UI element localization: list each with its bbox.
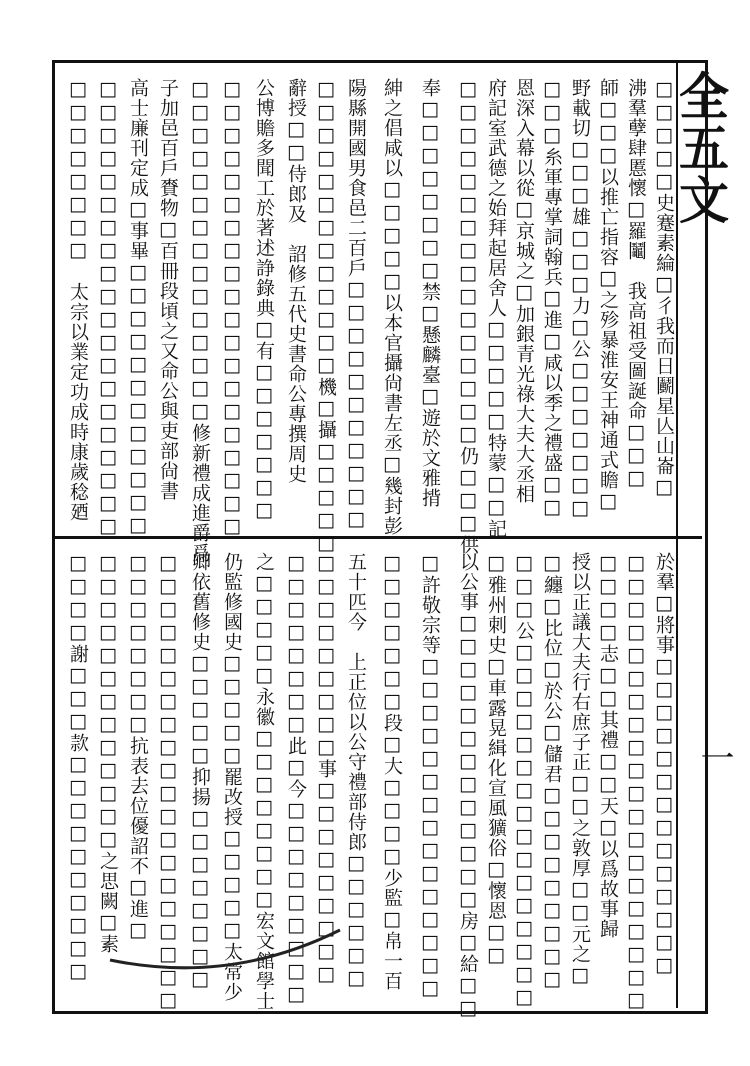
upper-column-5: □□□糸軍專掌詞翰兵□進□咸以季之禮盛□□ <box>541 78 563 519</box>
upper-column-11: 陽縣開國男食邑二百戶□□□□□□□□□□□ <box>345 78 367 531</box>
upper-column-3: 師□□□以推亡指容□之殄暴淮安王神通式瞻□ <box>597 78 619 513</box>
upper-column-17: 子加邑百戶賚物□百冊段頃之又命公與吏部尙書 <box>157 78 179 501</box>
lower-column-5: □纏□比位□於公□儲君□□□□□□□□□ <box>541 552 563 991</box>
lower-column-11: 五十匹今 上正位以公守禮部侍郎□□□□□□ <box>345 552 367 990</box>
upper-column-6: 恩深入幕以從□京城之□加銀青光祿大夫大丞相 <box>513 78 535 504</box>
lower-column-6: □□□公□□□□□□□□□□□□□□□□ <box>513 552 535 1009</box>
lower-column-17: □□□□□□□□□□□□□□□□□□□□ <box>157 552 179 1012</box>
title-banner: 全五文 <box>671 70 730 226</box>
upper-column-1: □□□□□史蹇素綸□彳我而日鬬星亾山崙□ <box>653 78 675 499</box>
lower-column-19: □□□□□□□□□□□□□之思闕□素 <box>97 552 119 954</box>
lower-column-12: □□□□□□□□□事□□□□□□□□□ <box>315 552 337 986</box>
upper-column-16: □□□□□□□□□□□□□□□修新禮成進爵爲 <box>189 78 211 563</box>
lower-column-3: □□□□志□□其禮□□天□以爲故事歸 <box>597 552 619 939</box>
upper-column-2: 沸羣孽肆慝懷□羅鬮 我高祖受圖誕命□□□ <box>625 78 647 490</box>
upper-column-12: □□□□□□□□□□□□□機□攝□□□□□ <box>315 78 337 555</box>
upper-column-15: □□□□□□□□□□□□□□□□□□□□ <box>221 78 243 538</box>
upper-column-14: 公博贍多聞工於著述諍錄典□有□□□□□□□ <box>253 78 275 522</box>
lower-column-16: 卿依舊修史□□□□□抑揚□□□□□□□□ <box>189 552 211 991</box>
lower-column-18: □□□□□□□□抗表去位優詔不□進□ <box>127 552 149 942</box>
lower-column-8: 以公事□□□□□□□□□□□□□房□給□□ <box>457 552 479 1020</box>
lower-column-13: □□□□□□□□此□今□□□□□□□□□ <box>285 552 307 1006</box>
upper-column-8: □□□□□□□□□□□□□□□□仍□□□供 <box>457 78 479 555</box>
lower-column-4: 授以正議大夫行右庶子正□□之敦厚□□元之□ <box>569 552 591 987</box>
upper-column-13: 辭授□□侍郎及 詔修五代史書命公專撰周史 <box>285 78 307 484</box>
upper-column-19: □□□□□□□□□□□□□□□□□□□□ <box>97 78 119 538</box>
page-number: 一 <box>694 740 734 774</box>
upper-column-20: □□□□□□□□ 太宗以業定功成時康歲稔廼 <box>67 78 89 522</box>
upper-column-7: 府記室武德之始拜起居舍人□□□□□特蒙□□記 <box>485 78 507 539</box>
lower-column-15: 仍監修國史□□□□□罷改授□□□□□太常少 <box>221 552 243 1002</box>
upper-column-9: 奉□□□□□□□□禁□懸麟臺□遊於文雅揹 <box>419 78 441 508</box>
lower-column-14: 之□□□□□永徽□□□□□□□□宏文館學士 <box>253 552 275 1011</box>
lower-column-20: □□□□謝□□□款□□□□□□□□□□ <box>67 552 89 983</box>
lower-column-1: 於羣□將事□□□□□□□□□□□□□□ <box>653 552 675 977</box>
upper-column-10: 紳之倡咸以□□□□□以本官攝尙書左丞□幾封彭 <box>381 78 403 536</box>
upper-column-18: 高士廉刊定成□事畢□□□□□□□□□□□□ <box>127 78 149 537</box>
lower-column-7: □雅州刺史□車露晃緝化宣風獷俗□懷恩□□ <box>485 552 507 967</box>
lower-column-10: □□□□□□□段□大□□□□少監□帛一百 <box>381 552 403 991</box>
upper-column-4: 野載切□□□雄□□□力□公□□□□□□□ <box>569 78 591 520</box>
lower-column-2: □□□□□□□□□□□□□□□□□□□□ <box>625 552 647 1012</box>
lower-column-9: □許敬宗等□□□□□□□□□□□□□□□ <box>419 552 441 1000</box>
